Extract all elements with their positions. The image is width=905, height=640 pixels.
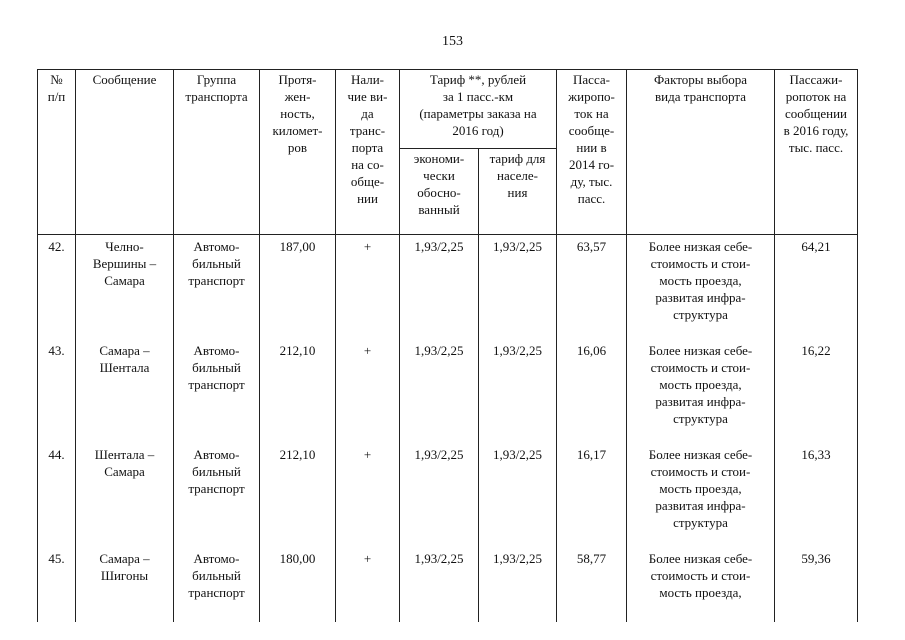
cell-availability: + bbox=[336, 235, 400, 343]
header-availability: Нали- чие ви- да транс- порта на со- обще- нии bbox=[336, 70, 400, 235]
cell-route: Шентала – Самара bbox=[76, 446, 174, 550]
cell-group: Автомо- бильный транспорт bbox=[174, 342, 260, 446]
table-row bbox=[38, 235, 858, 343]
cell-num: 44. bbox=[38, 446, 76, 550]
cell-pass-2014: 58,77 bbox=[557, 550, 627, 622]
cell-tariff-econ: 1,93/2,25 bbox=[400, 235, 479, 343]
cell-tariff-pop: 1,93/2,25 bbox=[479, 235, 557, 343]
cell-availability: + bbox=[336, 446, 400, 550]
header-pass-2016: Пассажи- ропоток на сообщении в 2016 году, тыс. пасс. bbox=[775, 70, 858, 235]
cell-pass-2016: 16,33 bbox=[775, 446, 858, 550]
cell-length: 180,00 bbox=[260, 550, 336, 622]
cell-tariff-econ: 1,93/2,25 bbox=[400, 446, 479, 550]
cell-pass-2016: 59,36 bbox=[775, 550, 858, 622]
cell-length: 187,00 bbox=[260, 235, 336, 343]
cell-pass-2014: 16,17 bbox=[557, 446, 627, 550]
transport-table bbox=[37, 69, 858, 622]
cell-route: Самара – Шентала bbox=[76, 342, 174, 446]
header-tariff-pop: тариф для населе- ния bbox=[479, 149, 557, 235]
cell-route: Челно- Вершины – Самара bbox=[76, 235, 174, 343]
cell-route: Самара – Шигоны bbox=[76, 550, 174, 622]
page-number: 153 bbox=[442, 34, 463, 49]
table-row bbox=[38, 550, 858, 622]
header-factors: Факторы выбора вида транспорта bbox=[627, 70, 775, 235]
cell-length: 212,10 bbox=[260, 342, 336, 446]
table-body bbox=[38, 235, 858, 623]
cell-tariff-econ: 1,93/2,25 bbox=[400, 342, 479, 446]
cell-factors: Более низкая себе- стоимость и стои- мость проезда, bbox=[627, 550, 775, 622]
cell-tariff-pop: 1,93/2,25 bbox=[479, 342, 557, 446]
cell-factors: Более низкая себе- стоимость и стои- мость проезда, развитая инфра- структура bbox=[627, 342, 775, 446]
cell-pass-2014: 63,57 bbox=[557, 235, 627, 343]
cell-num: 43. bbox=[38, 342, 76, 446]
cell-num: 42. bbox=[38, 235, 76, 343]
header-group: Группа транспорта bbox=[174, 70, 260, 235]
header-pass-2014: Пасса- жиропо- ток на сообще- нии в 2014 го- ду, тыс. пасс. bbox=[557, 70, 627, 235]
header-route: Сообщение bbox=[76, 70, 174, 235]
cell-num: 45. bbox=[38, 550, 76, 622]
cell-tariff-pop: 1,93/2,25 bbox=[479, 446, 557, 550]
header-tariff-econ: экономи- чески обосно- ванный bbox=[400, 149, 479, 235]
cell-pass-2016: 64,21 bbox=[775, 235, 858, 343]
table-row bbox=[38, 342, 858, 446]
table-row bbox=[38, 446, 858, 550]
header-tariff: Тариф **, рублей за 1 пасс.-км (параметры заказа на 2016 год) bbox=[400, 70, 557, 149]
cell-group: Автомо- бильный транспорт bbox=[174, 550, 260, 622]
cell-availability: + bbox=[336, 550, 400, 622]
cell-pass-2016: 16,22 bbox=[775, 342, 858, 446]
cell-factors: Более низкая себе- стоимость и стои- мость проезда, развитая инфра- структура bbox=[627, 446, 775, 550]
cell-availability: + bbox=[336, 342, 400, 446]
header-length: Протя- жен- ность, километ- ров bbox=[260, 70, 336, 235]
cell-group: Автомо- бильный транспорт bbox=[174, 235, 260, 343]
cell-factors: Более низкая себе- стоимость и стои- мость проезда, развитая инфра- структура bbox=[627, 235, 775, 343]
cell-group: Автомо- бильный транспорт bbox=[174, 446, 260, 550]
cell-length: 212,10 bbox=[260, 446, 336, 550]
header-num: № п/п bbox=[38, 70, 76, 235]
table-header bbox=[38, 70, 858, 235]
cell-tariff-pop: 1,93/2,25 bbox=[479, 550, 557, 622]
cell-pass-2014: 16,06 bbox=[557, 342, 627, 446]
cell-tariff-econ: 1,93/2,25 bbox=[400, 550, 479, 622]
